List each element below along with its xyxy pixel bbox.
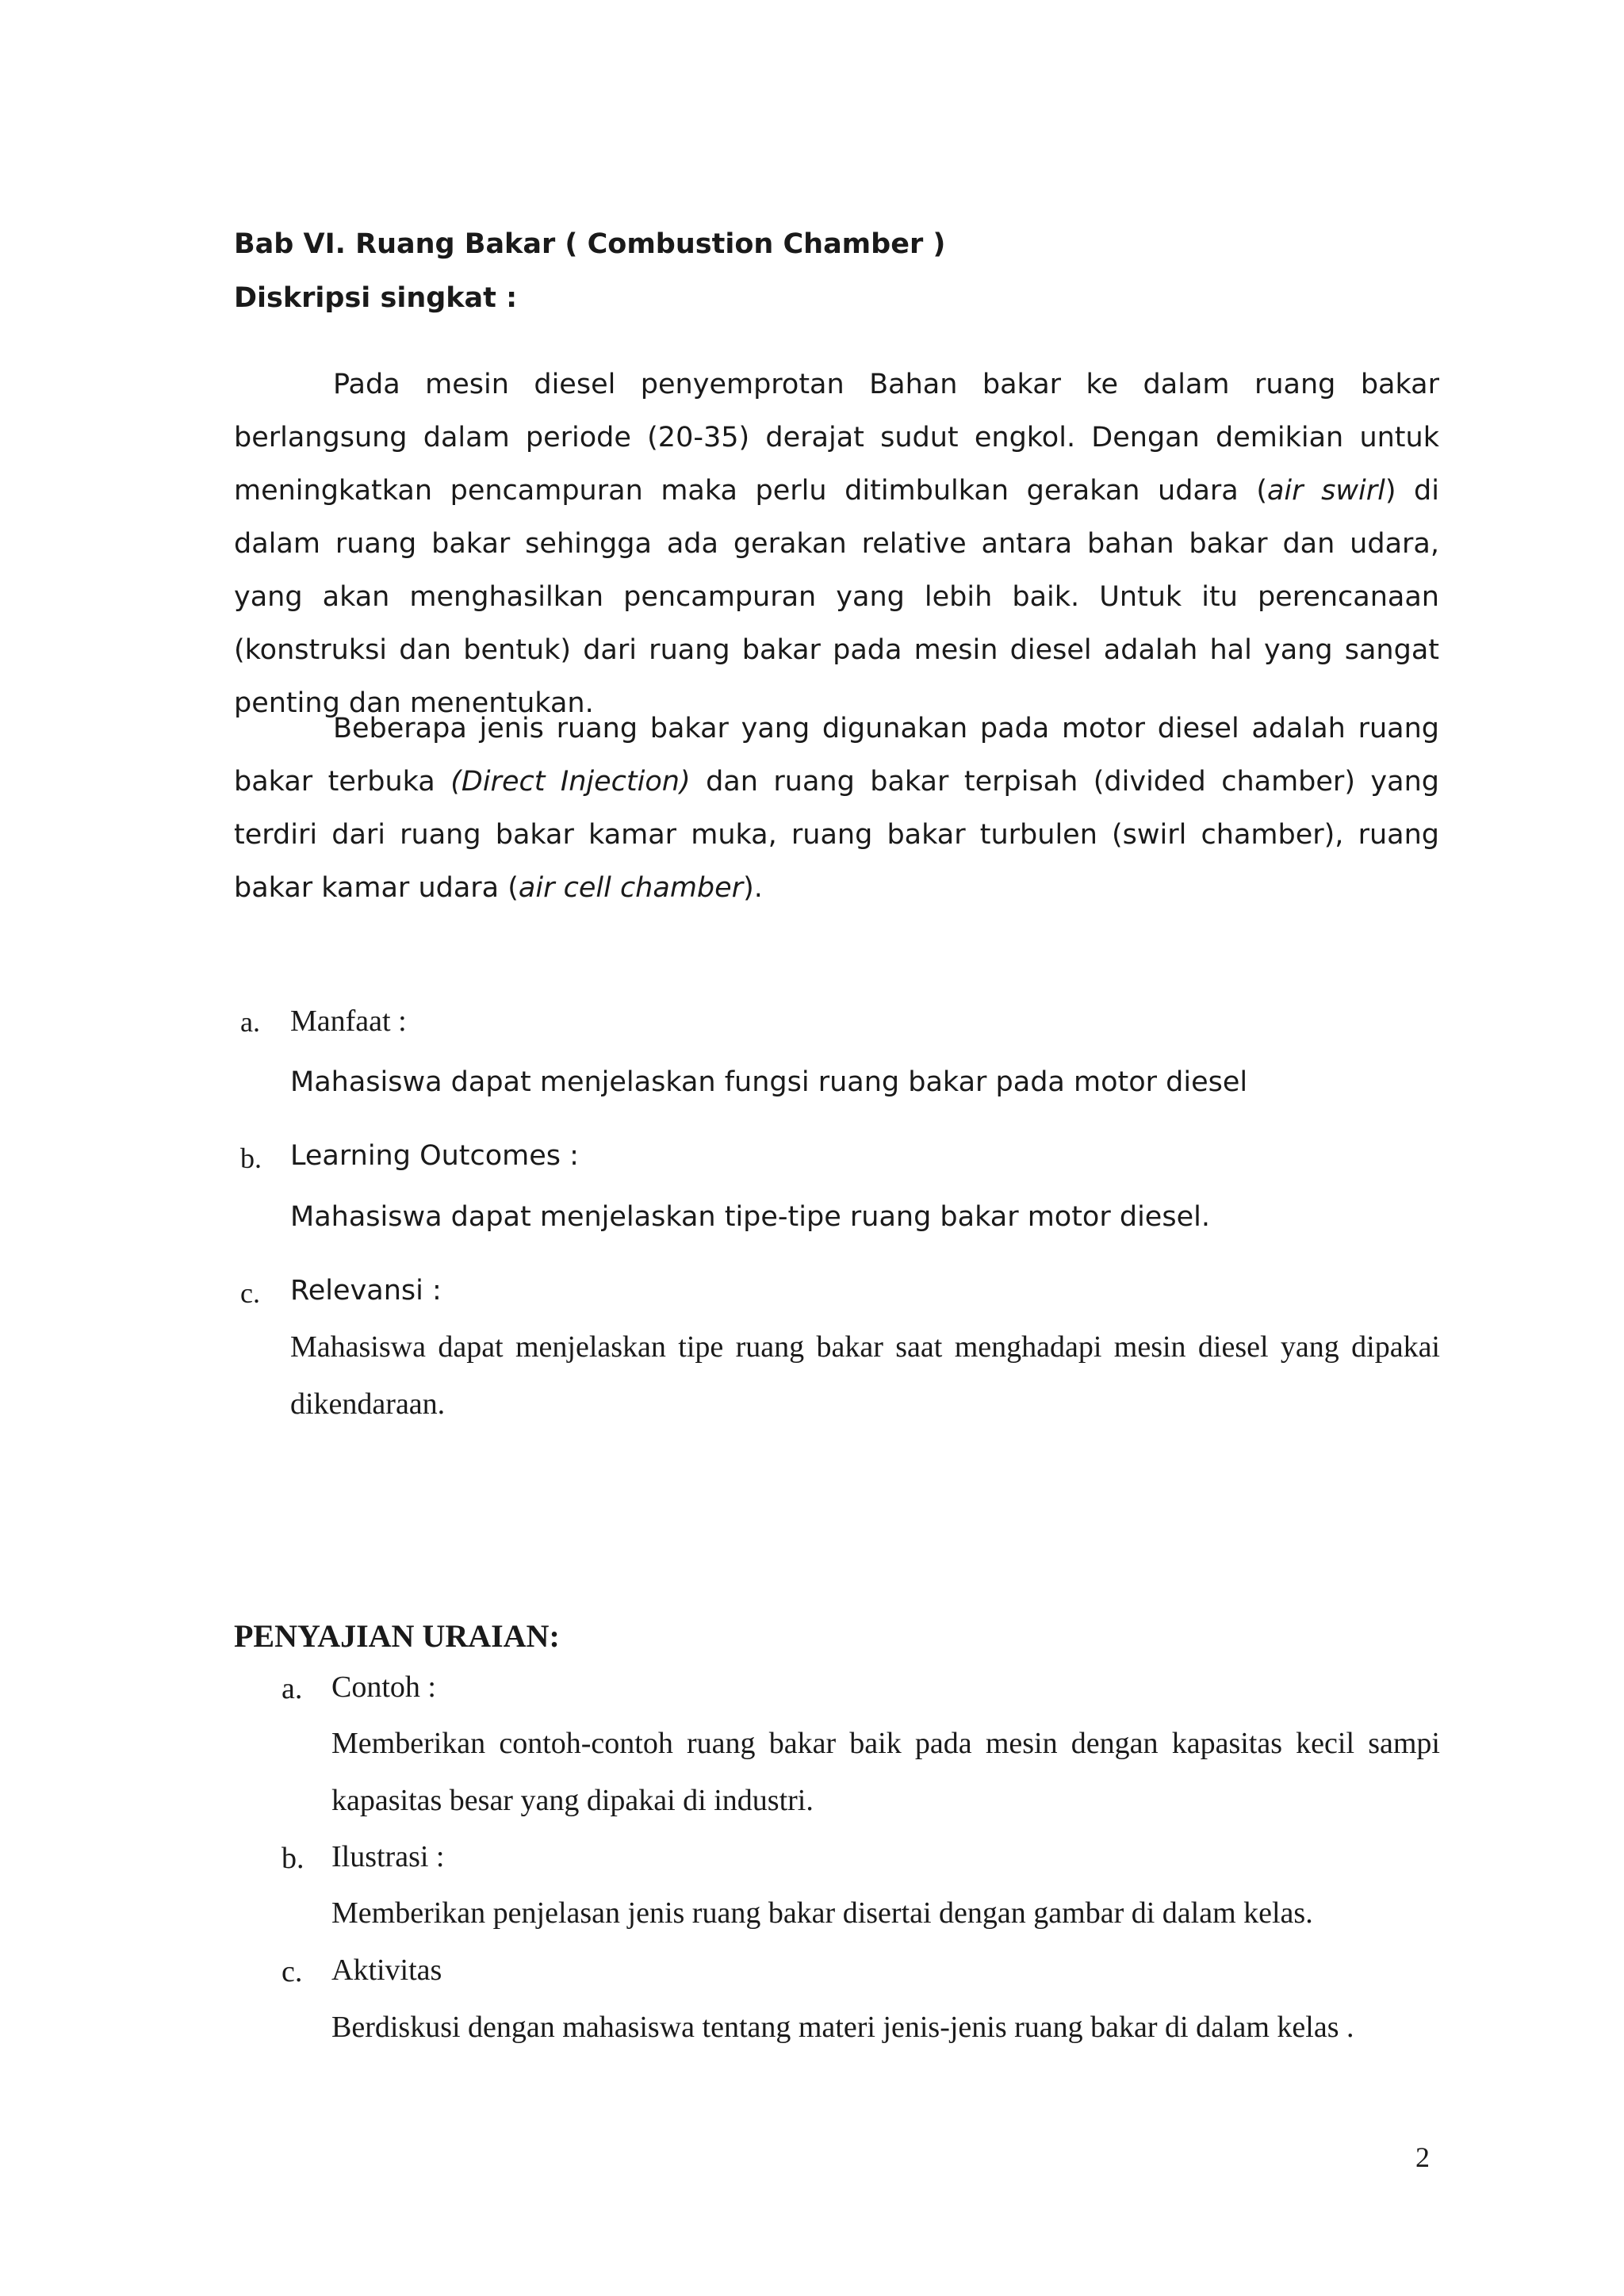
paragraph-2-text-b: dan ruang bakar terpisah (divided chamber) yang terdiri dari ruang bakar kamar muka, ruang bakar turbulen (swirl chamber), ruang bakar kamar udara ( (234, 766, 1439, 904)
paragraph-2-text-c: ). (743, 872, 763, 904)
objective-label: Learning Outcomes : (290, 1140, 579, 1172)
presentation-label: Aktivitas (331, 1954, 442, 1987)
paragraph-2 (234, 702, 1439, 915)
paragraph-2-text-a: Beberapa jenis ruang bakar yang digunakan pada motor diesel adalah ruang bakar terbuka (234, 713, 1439, 798)
objective-label: Relevansi : (290, 1275, 442, 1307)
objective-body: Mahasiswa dapat menjelaskan fungsi ruang bakar pada motor diesel (290, 1066, 1248, 1098)
paragraph-1 (234, 358, 1439, 730)
presentation-label: Contoh : (331, 1670, 436, 1704)
paragraph-1-text-a: Pada mesin diesel penyemprotan Bahan bakar ke dalam ruang bakar berlangsung dalam periode (20-35) derajat sudut engkol. Dengan demikian untuk meningkatkan pencampuran maka perlu ditimbulkan gerakan udara ( (234, 369, 1439, 507)
paragraph-2-emphasis-direct-injection: (Direct Injection) (450, 766, 691, 798)
section-title: PENYAJIAN URAIAN: (234, 1618, 560, 1654)
presentation-body: Memberikan contoh-contoh ruang bakar baik pada mesin dengan kapasitas kecil sampi kapasitas besar yang dipakai di industri. (331, 1727, 1440, 1817)
presentation-label: Ilustrasi : (331, 1840, 445, 1873)
objective-letter: a. (240, 1006, 260, 1038)
presentation-letter: b. (282, 1842, 304, 1875)
chapter-subtitle: Diskripsi singkat : (234, 282, 518, 314)
chapter-title: Bab VI. Ruang Bakar ( Combustion Chamber ) (234, 228, 946, 260)
paragraph-1-text-b: ) di dalam ruang bakar sehingga ada gerakan relative antara bahan bakar dan udara, yang akan menghasilkan pencampuran yang lebih baik. Untuk itu perencanaan (konstruksi dan bentuk) dari ruang bakar pada mesin diesel adalah hal yang sangat penting dan menentukan. (234, 475, 1439, 719)
page-number: 2 (1415, 2141, 1430, 2173)
objective-letter: c. (240, 1277, 260, 1309)
objective-body: Mahasiswa dapat menjelaskan tipe-tipe ruang bakar motor diesel. (290, 1201, 1210, 1233)
objective-letter: b. (240, 1142, 262, 1174)
presentation-letter: c. (282, 1955, 303, 1988)
presentation-body: Memberikan penjelasan jenis ruang bakar disertai dengan gambar di dalam kelas. (331, 1896, 1313, 1930)
objective-label: Manfaat : (290, 1004, 407, 1038)
presentation-body: Berdiskusi dengan mahasiswa tentang materi jenis-jenis ruang bakar di dalam kelas . (331, 2011, 1354, 2044)
paragraph-2-emphasis-air-cell: air cell chamber (518, 872, 744, 904)
presentation-letter: a. (282, 1672, 303, 1705)
objective-body: Mahasiswa dapat menjelaskan tipe ruang bakar saat menghadapi mesin diesel yang dipakai dikendaraan. (290, 1330, 1440, 1421)
paragraph-1-emphasis-air-swirl: air swirl (1266, 475, 1385, 507)
